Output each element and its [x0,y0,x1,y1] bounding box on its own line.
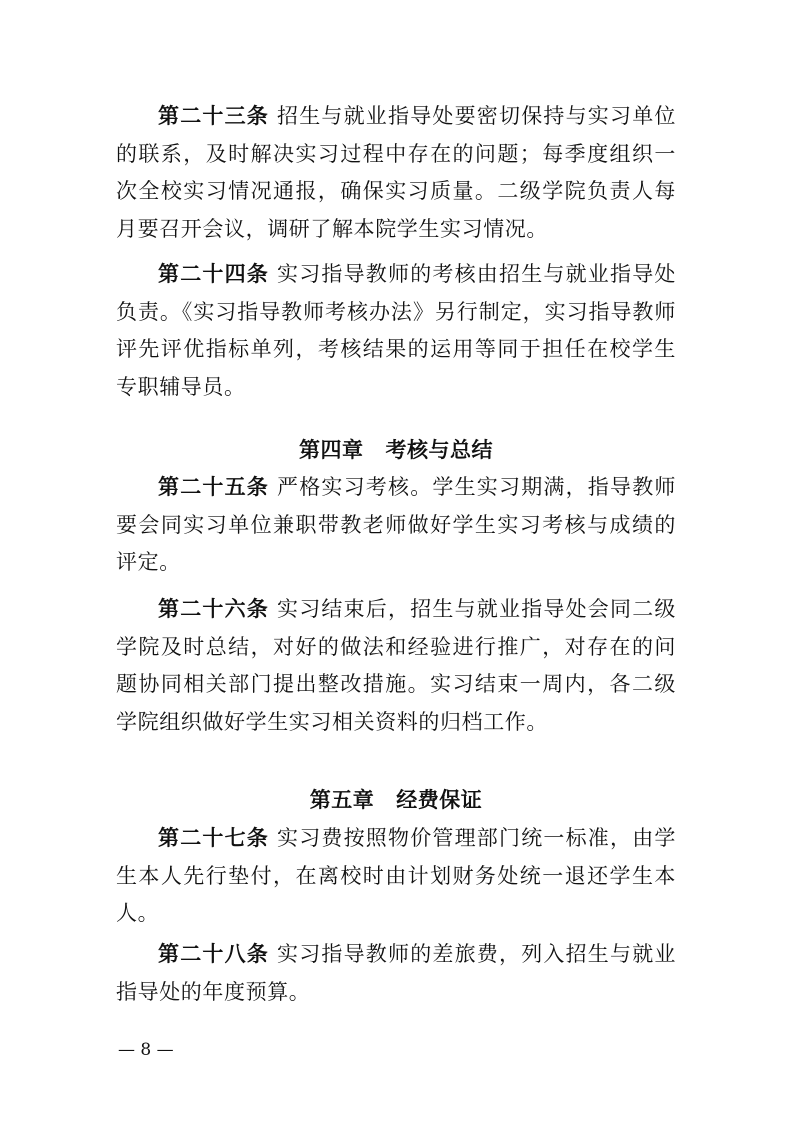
article-23-text: 招生与就业指导处要密切保持与实习单位的联系，及时解决实习过程中存在的问题；每季度组织一次全校实习情况通报，确保实习质量。二级学院负责人每月要召开会议，调研了解本院学生实习情况。 [116,104,676,241]
chapter-5-name: 经费保证 [396,788,483,812]
article-23 [116,98,676,248]
chapter-5-number: 第五章 [309,788,375,812]
article-27 [116,820,676,933]
chapter-4-name: 考核与总结 [385,438,493,462]
article-23-title: 第二十三条 [158,104,269,128]
chapter-4-number: 第四章 [299,438,364,462]
article-27-text: 实习费按照物价管理部门统一标准，由学生本人先行垫付，在离校时由计划财务处统一退还学生本人。 [116,826,676,925]
chapter-4-heading [116,432,676,469]
article-24 [116,256,676,406]
article-26-text: 实习结束后，招生与就业指导处会同二级学院及时总结，对好的做法和经验进行推广，对存在的问题协同相关部门提出整改措施。实习结束一周内，各二级学院组织做好学生实习相关资料的归档工作。 [116,597,676,734]
article-25 [116,469,676,582]
article-24-text: 实习指导教师的考核由招生与就业指导处负责。《实习指导教师考核办法》另行制定，实习指导教师评先评优指标单列，考核结果的运用等同于担任在校学生专职辅导员。 [116,262,676,399]
chapter-5-heading [116,782,676,819]
article-24-title: 第二十四条 [158,262,269,286]
article-27-title: 第二十七条 [158,826,269,850]
article-28-title: 第二十八条 [158,942,269,966]
article-26-title: 第二十六条 [158,597,269,621]
article-25-text: 严格实习考核。学生实习期满，指导教师要会同实习单位兼职带教老师做好学生实习考核与成绩的评定。 [116,475,676,574]
article-26 [116,591,676,741]
article-25-title: 第二十五条 [158,475,269,499]
page-number: — 8 — [118,1040,174,1060]
article-28-text: 实习指导教师的差旅费，列入招生与就业指导处的年度预算。 [116,942,676,1004]
article-28 [116,936,676,1011]
